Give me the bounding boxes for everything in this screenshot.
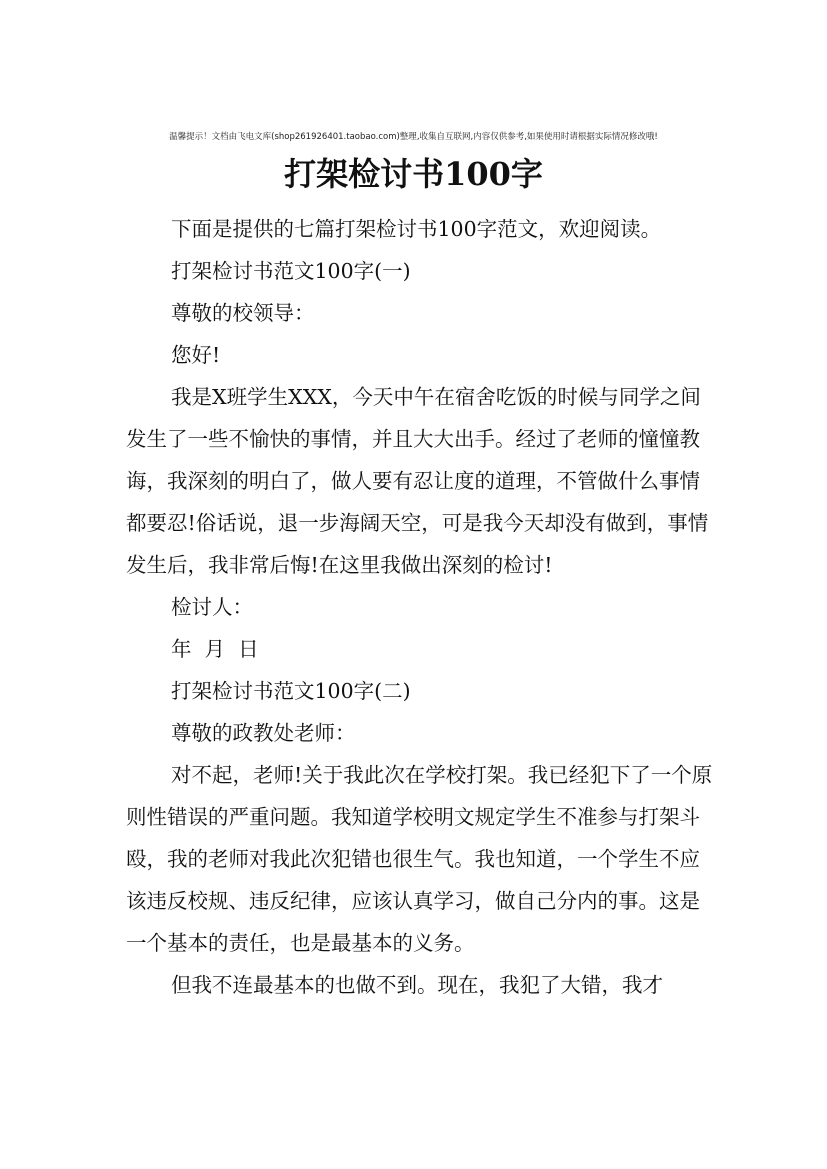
intro-paragraph: 下面是提供的七篇打架检讨书100字范文，欢迎阅读。 [171, 217, 662, 241]
header-notice: 温馨提示！文档由飞电文库(shop261926401.taobao.com)整理,收集自互联网,内容仅供参考,如果使用时请根据实际情况修改哦! [169, 132, 658, 142]
body-paragraph-1: 我是X班学生XXX，今天中午在宿舍吃饭的时候与同学之间发生了一些不愉快的事情，并且大大出手。经过了老师的憧憧教诲，我深刻的明白了，做人要有忍让度的道理，不管做什么事情都要忍!俗话说，退一步海阔天空，可是我今天却没有做到，事情发生后，我非常后悔!在这里我做出深刻的检讨! [126, 385, 709, 577]
section-heading-2: 打架检讨书范文100字(二) [171, 679, 411, 703]
body-paragraph-3: 但我不连最基本的也做不到。现在，我犯了大错，我才 [171, 973, 663, 997]
document-body [126, 208, 716, 1006]
greeting: 您好! [171, 343, 221, 367]
body-paragraph-2: 对不起，老师!关于我此次在学校打架。我已经犯下了一个原则性错误的严重问题。我知道学校明文规定学生不准参与打架斗殴，我的老师对我此次犯错也很生气。我也知道，一个学生不应该违反校规、违反纪律，应该认真学习，做自己分内的事。这是一个基本的责任，也是最基本的义务。 [126, 763, 713, 955]
salutation-2: 尊敬的政教处老师： [171, 721, 356, 745]
signature-label: 检讨人： [171, 595, 253, 619]
salutation-1: 尊敬的校领导： [171, 301, 315, 325]
section-heading-1: 打架检讨书范文100字(一) [171, 259, 411, 283]
date-line: 年 月 日 [171, 637, 259, 661]
document-title: 打架检讨书100字 [284, 155, 543, 193]
